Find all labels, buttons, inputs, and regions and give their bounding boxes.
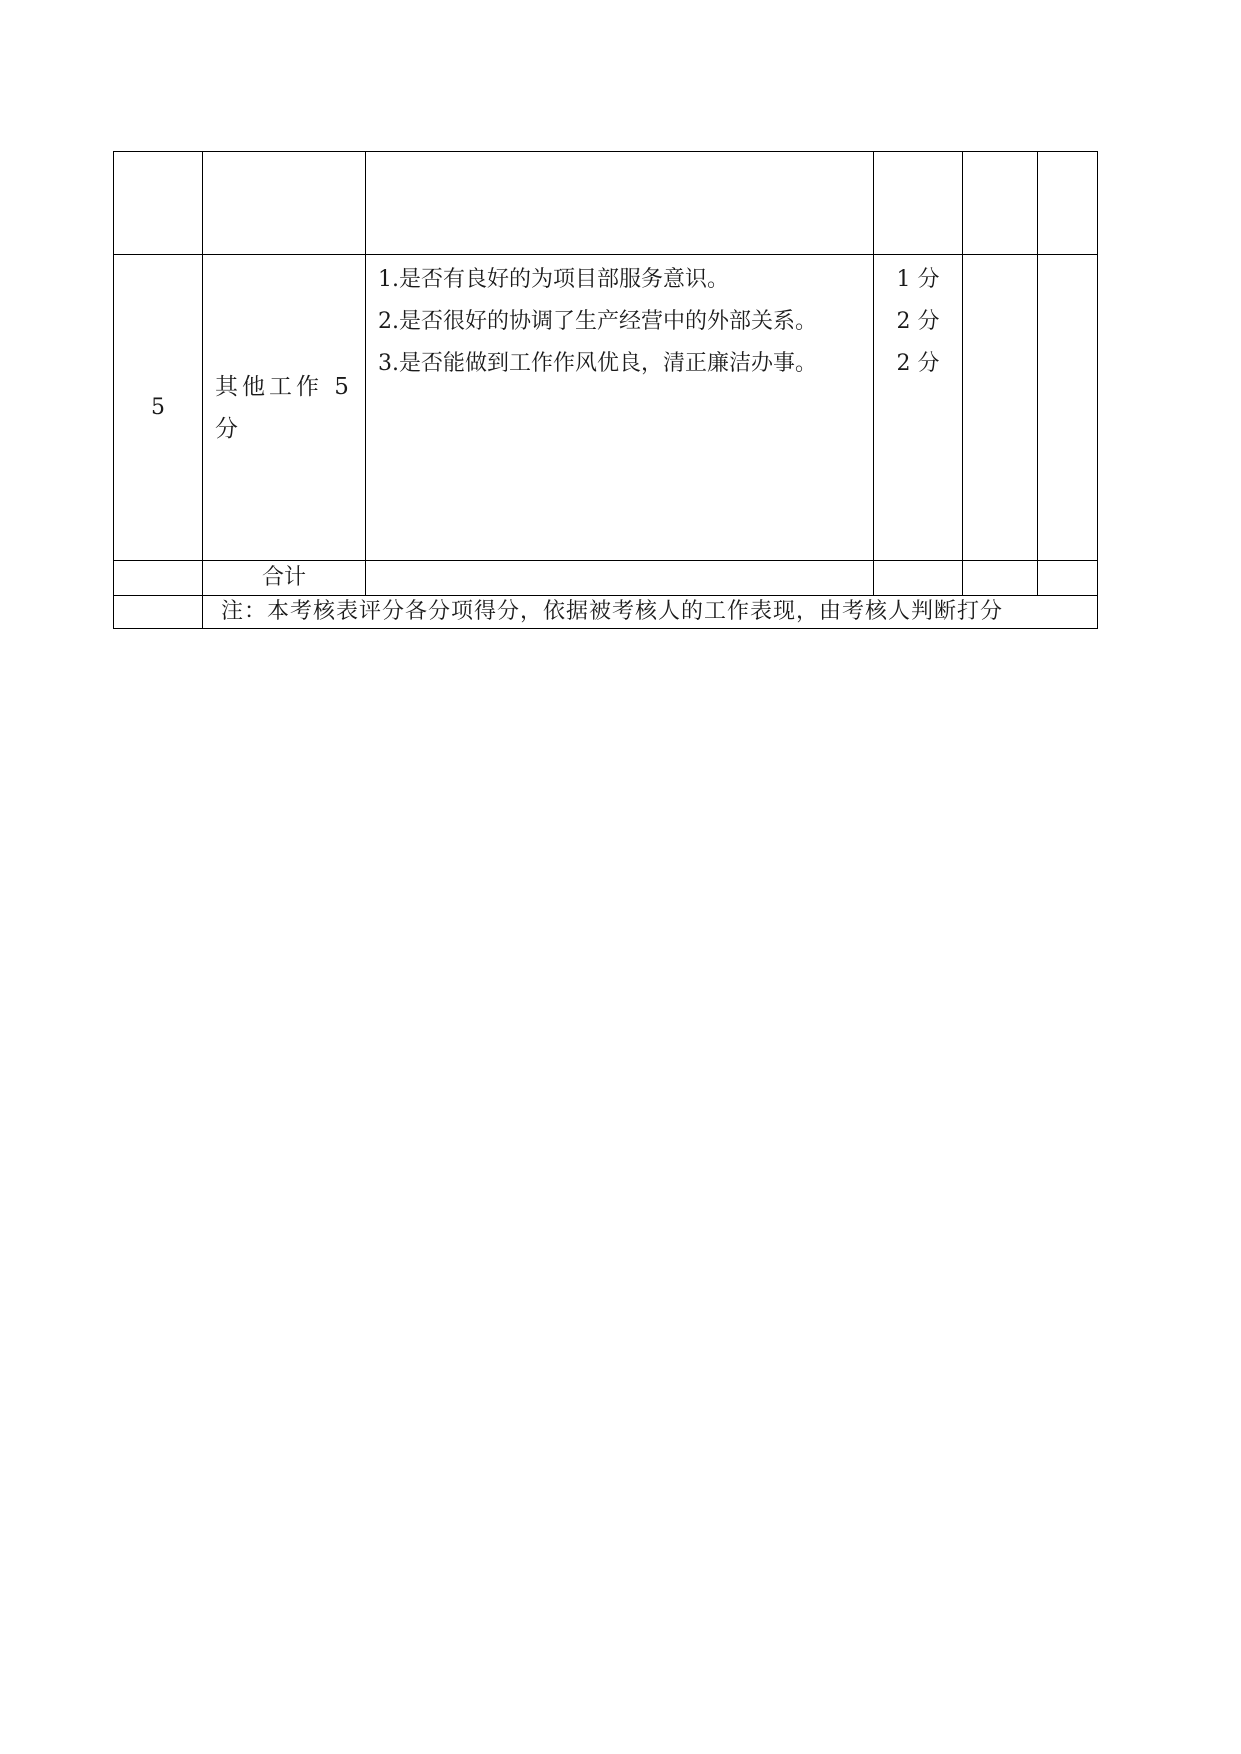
score-line-1: 1 分 [896,267,940,292]
cell-self-score [963,255,1038,561]
cell-final-score [1038,255,1098,561]
cell-score-values [874,255,963,561]
cell-number-empty [114,152,203,255]
cell-criteria [366,255,874,561]
cell-note-empty [114,596,203,629]
criteria-line-3: 3.是否能做到工作作风优良，清正廉洁办事。 [378,351,817,376]
table-note: 注：本考核表评分各分项得分，依据被考核人的工作表现，由考核人判断打分 [203,596,1098,629]
table-row-continuation [114,152,1098,255]
cell-self-score-empty [963,152,1038,255]
score-line-2: 2 分 [896,309,940,334]
cell-item-empty [203,152,366,255]
cell-total-empty [114,561,203,596]
cell-final-score-empty [1038,152,1098,255]
cell-score-empty [874,152,963,255]
table-row-item-5 [114,255,1098,561]
evaluation-table [113,151,1098,629]
table-row-total [114,561,1098,596]
criteria-line-2: 2.是否很好的协调了生产经营中的外部关系。 [378,309,817,334]
cell-item-name: 其他工作 5 分 [203,255,366,561]
criteria-line-1: 1.是否有良好的为项目部服务意识。 [378,267,729,292]
score-line-3: 2 分 [896,351,940,376]
cell-total-self [963,561,1038,596]
cell-total-final [1038,561,1098,596]
total-label: 合计 [203,561,366,596]
cell-item-number: 5 [114,255,203,561]
cell-total-score [874,561,963,596]
cell-criteria-empty [366,152,874,255]
table-row-note [114,596,1098,629]
cell-total-criteria [366,561,874,596]
